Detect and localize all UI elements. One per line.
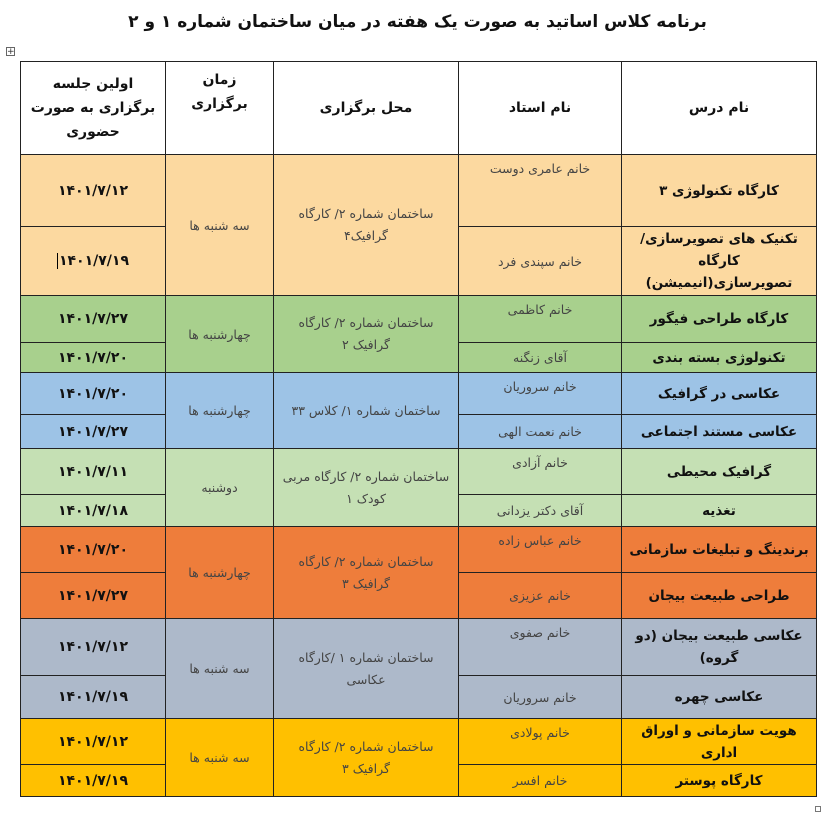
- first-session-date[interactable]: [21, 449, 166, 495]
- table-resize-handle[interactable]: [815, 806, 821, 812]
- course-name: تغذیه: [622, 495, 817, 527]
- course-name: تکنولوژی بسته بندی: [622, 343, 817, 373]
- date-text: ۱۴۰۱/۷/۲۷: [57, 311, 129, 327]
- place-cell: ساختمان شماره ۲/ کارگاه گرافیک ۲: [274, 296, 459, 373]
- place-cell: ساختمان شماره ۱ /کارگاه عکاسی: [274, 619, 459, 719]
- header-teacher: نام استاد: [459, 62, 622, 155]
- date-text: ۱۴۰۱/۷/۲۷: [57, 587, 129, 604]
- place-cell: ساختمان شماره ۲/ کارگاه گرافیک۴: [274, 155, 459, 296]
- date-text: ۱۴۰۱/۷/۲۰: [57, 541, 129, 558]
- first-session-date[interactable]: [21, 155, 166, 227]
- header-course: نام درس: [622, 62, 817, 155]
- table-row: [21, 296, 817, 343]
- course-name: هویت سازمانی و اوراق اداری: [622, 719, 817, 765]
- header-row: [21, 62, 817, 155]
- teacher-name: خانم نعمت الهی: [459, 415, 622, 449]
- header-time: زمان برگزاری: [166, 62, 274, 155]
- place-cell: ساختمان شماره ۲/ کارگاه مربی کودک ۱: [274, 449, 459, 527]
- course-name: عکاسی چهره: [622, 676, 817, 719]
- course-name: برندینگ و تبلیغات سازمانی: [622, 527, 817, 573]
- time-cell: چهارشنبه ها: [166, 373, 274, 449]
- teacher-name: خانم صفوی: [459, 619, 622, 676]
- time-cell: چهارشنبه ها: [166, 527, 274, 619]
- teacher-name: خانم پولادی: [459, 719, 622, 765]
- first-session-date[interactable]: [21, 415, 166, 449]
- time-cell: چهارشنبه ها: [166, 296, 274, 373]
- date-text: ۱۴۰۱/۷/۱۹: [57, 772, 129, 789]
- table-row: [21, 373, 817, 415]
- date-text: ۱۴۰۱/۷/۱۹: [58, 253, 130, 269]
- course-name: کارگاه پوستر: [622, 765, 817, 797]
- table-row: [21, 527, 817, 573]
- date-text: ۱۴۰۱/۷/۱۹: [57, 689, 129, 705]
- teacher-name: خانم سروریان: [459, 373, 622, 415]
- date-text: ۱۴۰۱/۷/۲۷: [57, 423, 129, 440]
- table-row: [21, 619, 817, 676]
- date-text: ۱۴۰۱/۷/۲۰: [57, 349, 129, 366]
- date-text: ۱۴۰۱/۷/۱۸: [57, 502, 129, 519]
- time-cell: سه شنبه ها: [166, 155, 274, 296]
- teacher-name: خانم افسر: [459, 765, 622, 797]
- first-session-date[interactable]: [21, 527, 166, 573]
- table-row: [21, 155, 817, 227]
- teacher-name: خانم کاظمی: [459, 296, 622, 343]
- first-session-date[interactable]: [21, 676, 166, 719]
- first-session-date[interactable]: [21, 719, 166, 765]
- date-text: ۱۴۰۱/۷/۱۲: [57, 639, 129, 655]
- course-name: عکاسی طبیعت بیجان (دو گروه): [622, 619, 817, 676]
- teacher-name: آقای دکتر یزدانی: [459, 495, 622, 527]
- course-name: کارگاه طراحی فیگور: [622, 296, 817, 343]
- first-session-date[interactable]: [21, 373, 166, 415]
- time-cell: سه شنبه ها: [166, 619, 274, 719]
- header-place: محل برگزاری: [274, 62, 459, 155]
- time-cell: سه شنبه ها: [166, 719, 274, 797]
- course-name: عکاسی مستند اجتماعی: [622, 415, 817, 449]
- teacher-name: خانم عباس زاده: [459, 527, 622, 573]
- table-move-handle-icon[interactable]: +: [7, 47, 15, 57]
- header-first-session: اولین جلسه برگزاری به صورت حضوری: [21, 62, 166, 155]
- time-cell: دوشنبه: [166, 449, 274, 527]
- first-session-date[interactable]: [21, 765, 166, 797]
- first-session-date[interactable]: [21, 495, 166, 527]
- course-name: کارگاه تکنولوژی ۳: [622, 155, 817, 227]
- first-session-date[interactable]: [21, 619, 166, 676]
- place-cell: ساختمان شماره ۱/ کلاس ۳۳: [274, 373, 459, 449]
- document-title: برنامه کلاس اساتید به صورت یک هفته در میان ساختمان شماره ۱ و ۲: [128, 12, 707, 32]
- date-text: ۱۴۰۱/۷/۱۲: [57, 182, 129, 199]
- teacher-name: خانم سروریان: [459, 676, 622, 719]
- course-name: گرافیک محیطی: [622, 449, 817, 495]
- table-row: [21, 719, 817, 765]
- teacher-name: خانم عامری دوست: [459, 155, 622, 227]
- first-session-date[interactable]: [21, 227, 166, 296]
- date-text: ۱۴۰۱/۷/۱۱: [57, 463, 129, 480]
- course-name: عکاسی در گرافیک: [622, 373, 817, 415]
- table-row: [21, 449, 817, 495]
- place-cell: ساختمان شماره ۲/ کارگاه گرافیک ۳: [274, 527, 459, 619]
- date-text: ۱۴۰۱/۷/۱۲: [57, 733, 129, 750]
- schedule-table: [20, 61, 817, 797]
- course-name: تکنیک های تصویرسازی/کارگاه تصویرسازی(انیمیشن): [622, 227, 817, 296]
- place-cell: ساختمان شماره ۲/ کارگاه گرافیک ۳: [274, 719, 459, 797]
- teacher-name: خانم سپندی فرد: [459, 227, 622, 296]
- course-name: طراحی طبیعت بیجان: [622, 573, 817, 619]
- first-session-date[interactable]: [21, 296, 166, 343]
- first-session-date[interactable]: [21, 343, 166, 373]
- date-text: ۱۴۰۱/۷/۲۰: [57, 385, 129, 402]
- teacher-name: خانم عزیزی: [459, 573, 622, 619]
- teacher-name: خانم آزادی: [459, 449, 622, 495]
- teacher-name: آقای زنگنه: [459, 343, 622, 373]
- first-session-date[interactable]: [21, 573, 166, 619]
